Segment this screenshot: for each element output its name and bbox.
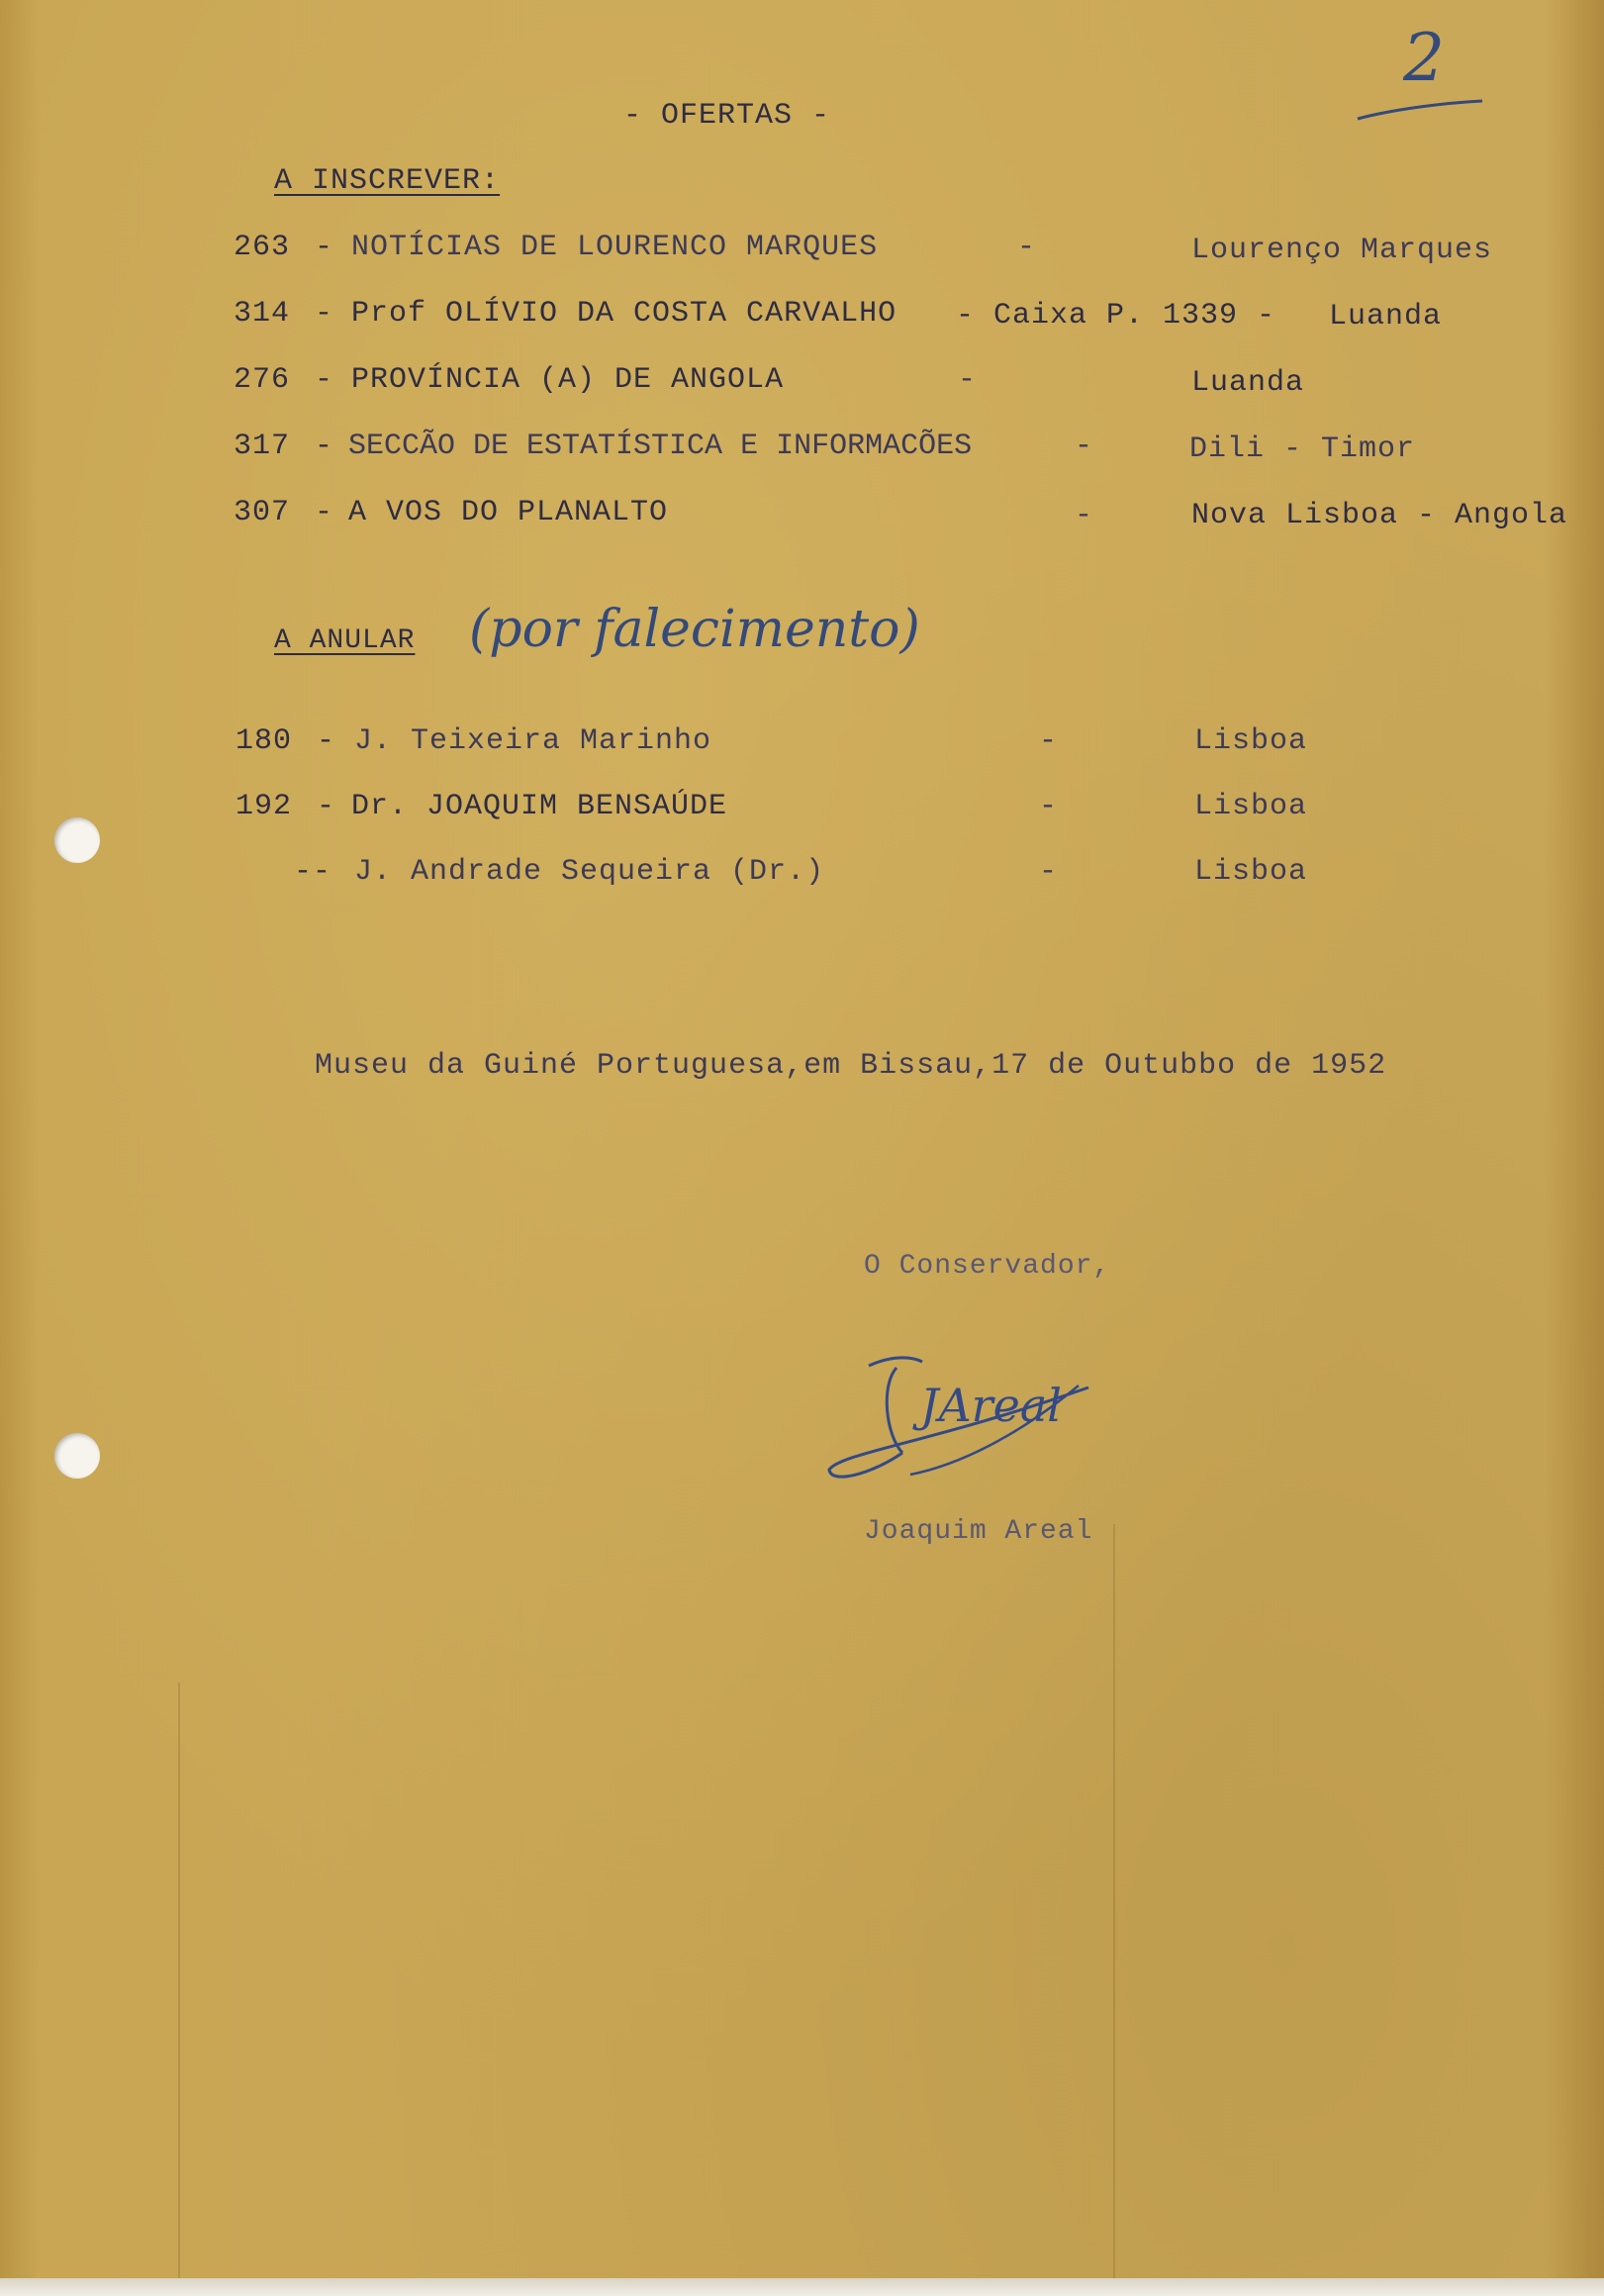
entry-number: 317 (234, 430, 291, 463)
entry-place: Lisboa (1194, 855, 1308, 889)
entry-name: SECCÃO DE ESTATÍSTICA E INFORMACÕES (348, 430, 973, 463)
entry-dash: - (315, 363, 334, 397)
entry-dash: - (317, 790, 336, 823)
handwritten-note: (por falecimento) (469, 600, 920, 659)
document-header: - OFERTAS - (623, 99, 831, 133)
entry-separator: - (1075, 430, 1094, 463)
place-and-date: Museu da Guiné Portuguesa,em Bissau,17 de Outubbo de 1952 (315, 1049, 1387, 1083)
entry-name: PROVÍNCIA (A) DE ANGOLA (351, 363, 785, 397)
entry-number: 180 (236, 724, 293, 758)
closing-title: O Conservador, (864, 1251, 1111, 1282)
left-fold-line (178, 1682, 180, 2296)
entry-number: -- (294, 855, 332, 889)
entry-dash: - (315, 496, 334, 529)
signature (811, 1326, 1108, 1524)
entry-place: Nova Lisboa - Angola (1191, 499, 1568, 532)
entry-place: Lisboa (1194, 790, 1308, 823)
scan-bottom-edge (0, 2278, 1604, 2296)
entry-name: Prof OLÍVIO DA COSTA CARVALHO (351, 297, 897, 331)
entry-name: J. Teixeira Marinho (354, 724, 712, 758)
page-number-underline (1356, 95, 1484, 125)
page-number: 2 (1403, 20, 1445, 96)
entry-name: Dr. JOAQUIM BENSAÚDE (351, 790, 728, 823)
entry-separator: - (1075, 499, 1094, 532)
section-title-inscrever: A INSCREVER: (274, 164, 501, 198)
entry-extra: - Caixa P. 1339 - (956, 299, 1276, 333)
entry-place: Lisboa (1194, 724, 1308, 758)
signature-text: JAreal (920, 1379, 1063, 1432)
punch-hole-top (54, 817, 100, 863)
entry-place: Dili - Timor (1189, 432, 1416, 466)
entry-number: 192 (236, 790, 293, 823)
entry-dash: - (315, 430, 334, 463)
entry-separator: - (958, 363, 978, 397)
entry-name: NOTÍCIAS DE LOURENCO MARQUES (351, 231, 879, 264)
entry-separator: - (1017, 231, 1037, 264)
entry-separator: - (1039, 855, 1059, 889)
section-title-anular: A ANULAR (274, 625, 416, 656)
vertical-fold-line (1113, 1524, 1115, 2296)
entry-place: Luanda (1191, 366, 1305, 400)
entry-number: 314 (234, 297, 291, 331)
entry-dash: - (317, 724, 336, 758)
entry-number: 276 (234, 363, 291, 397)
entry-number: 307 (234, 496, 291, 529)
entry-name: A VOS DO PLANALTO (348, 496, 669, 529)
entry-place: Luanda (1329, 300, 1443, 334)
punch-hole-bottom (54, 1433, 100, 1479)
entry-separator: - (1039, 724, 1059, 758)
entry-separator: - (1039, 790, 1059, 823)
entry-dash: - (315, 297, 334, 331)
entry-name: J. Andrade Sequeira (Dr.) (354, 855, 825, 889)
signature-mark (811, 1326, 1108, 1524)
entry-dash: - (315, 231, 334, 264)
entry-number: 263 (234, 231, 291, 264)
signatory-name: Joaquim Areal (864, 1516, 1093, 1547)
entry-place: Lourenço Marques (1191, 234, 1493, 267)
